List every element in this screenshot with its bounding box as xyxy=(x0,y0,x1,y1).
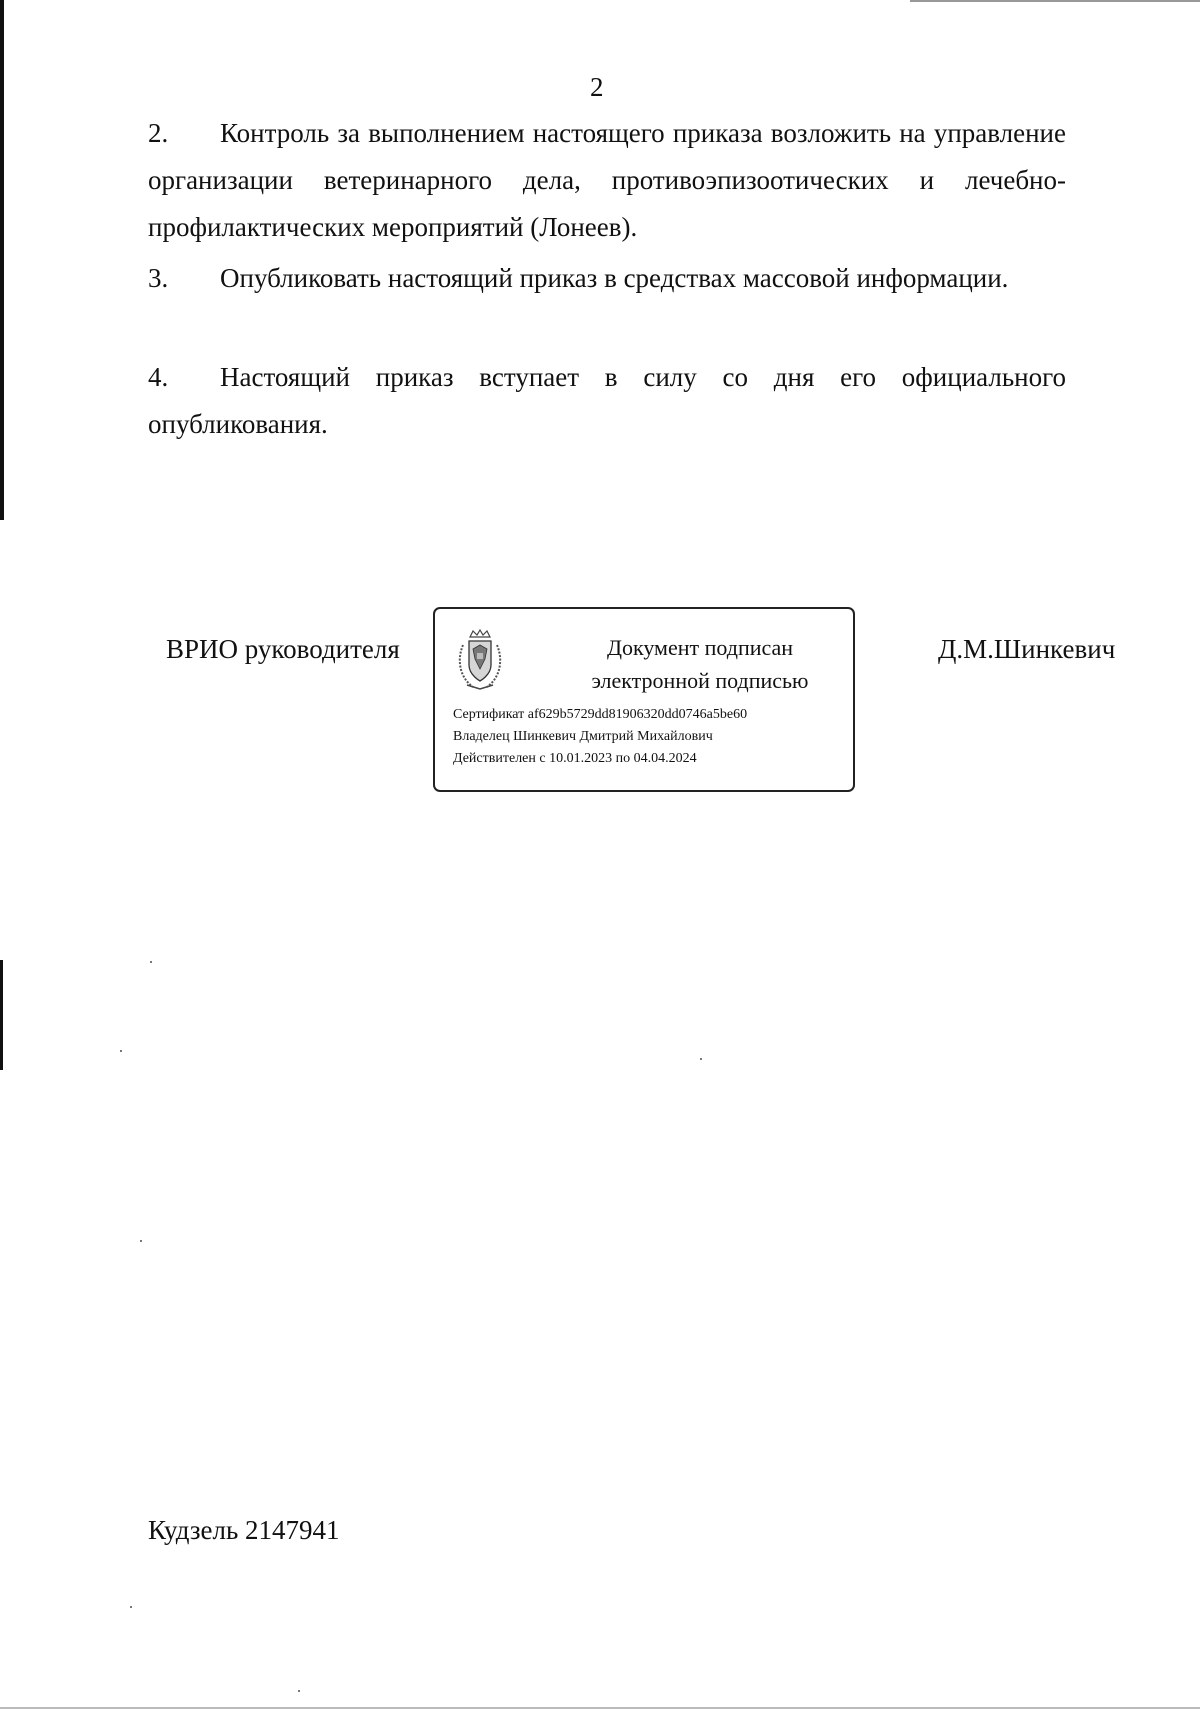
certificate-validity: Действителен с 10.01.2023 по 04.04.2024 xyxy=(453,751,697,766)
paragraph-number: 2. xyxy=(148,118,169,148)
scan-edge xyxy=(0,1707,1200,1709)
paragraph-item xyxy=(148,255,1066,302)
paragraph-number: 3. xyxy=(148,263,169,293)
paragraph-text: Настоящий приказ вступает в силу со дня его официального опубликования. xyxy=(148,362,1066,439)
scan-edge xyxy=(0,0,4,520)
scan-speck xyxy=(298,1690,300,1692)
scan-speck xyxy=(130,1606,132,1608)
certificate-owner: Владелец Шинкевич Дмитрий Михайлович xyxy=(453,729,713,744)
signer-name: Д.М.Шинкевич xyxy=(938,634,1116,664)
paragraph-item xyxy=(148,354,1066,448)
scan-speck xyxy=(140,1240,142,1242)
stamp-heading xyxy=(545,631,855,697)
scan-speck xyxy=(120,1050,122,1052)
certificate-number: Сертификат af629b5729dd81906320dd0746a5be60 xyxy=(453,707,748,722)
paragraph-text: Опубликовать настоящий приказ в средствах массовой информации. xyxy=(220,263,1009,293)
coat-of-arms-icon xyxy=(455,629,505,691)
stamp-heading-line: Документ подписан xyxy=(606,635,794,660)
paragraph-item xyxy=(148,110,1066,251)
scan-speck xyxy=(700,1058,702,1060)
scan-speck xyxy=(150,961,152,963)
electronic-signature-stamp xyxy=(433,607,855,792)
scan-edge xyxy=(910,0,1200,2)
paragraph-number: 4. xyxy=(148,362,169,392)
signer-position: ВРИО руководителя xyxy=(166,634,400,664)
paragraph-text: Контроль за выполнением настоящего приказа возложить на управление организации ветеринарного дела, противоэпизоотических и лечебно-профилактических мероприятий (Лонеев). xyxy=(148,118,1066,242)
executor-note: Кудзель 2147941 xyxy=(148,1515,340,1545)
scan-edge xyxy=(0,960,3,1070)
page-number: 2 xyxy=(590,72,604,102)
stamp-heading-line: электронной подписью xyxy=(591,668,809,693)
